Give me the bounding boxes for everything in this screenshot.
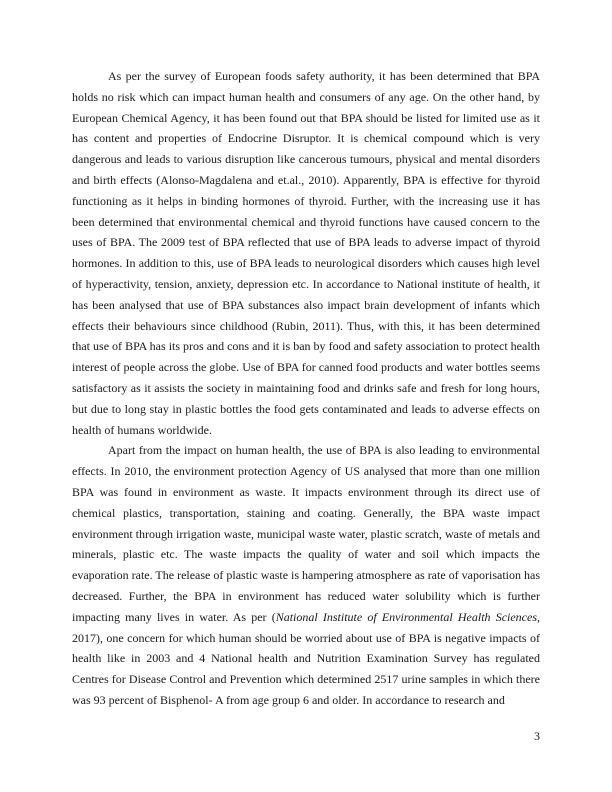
page-number: 3 — [534, 729, 540, 743]
paragraph-text-after-citation: 2017), one concern for which human should be worried about use of BPA is negative impacts of health like in 2003 and 4 National health and Nutrition Examination Survey has regulated Centres for Disease Control and Prevention which determined 2517 urine samples in which there was 93 percent of Bisphenol- A from age group 6 and older. In accordance to research and — [72, 630, 540, 707]
paragraph-bpa-environment — [72, 440, 540, 710]
paragraph-bpa-health: As per the survey of European foods safety authority, it has been determined that BPA holds no risk which can impact human health and consumers of any age. On the other hand, by European Chemical Agency, it has been found out that BPA should be listed for limited use as it has content and properties of Endocrine Disruptor. It is chemical compound which is very dangerous and leads to various disruption like cancerous tumours, physical and mental disorders and birth effects (Alonso-Magdalena and et.al., 2010). Apparently, BPA is effective for thyroid functioning as it helps in binding hormones of thyroid. Further, with the increasing use it has been determined that environmental chemical and thyroid functions have caused concern to the uses of BPA. The 2009 test of BPA reflected that use of BPA leads to adverse impact of thyroid hormones. In addition to this, use of BPA leads to neurological disorders which causes high level of hyperactivity, tension, anxiety, depression etc. In accordance to National institute of health, it has been analysed that use of BPA substances also impact brain development of infants which effects their behaviours since childhood (Rubin, 2011). Thus, with this, it has been determined that use of BPA has its pros and cons and it is ban by food and safety association to protect health interest of people across the globe. Use of BPA for canned food products and water bottles seems satisfactory as it assists the society in maintaining food and drinks safe and fresh for long hours, but due to long stay in plastic bottles the food gets contaminated and leads to adverse effects on health of humans worldwide. — [72, 69, 540, 437]
citation-title: National Institute of Environmental Health Sciences, — [275, 609, 541, 624]
paragraph-text-before-citation: Apart from the impact on human health, the use of BPA is also leading to environmental effects. In 2010, the environment protection Agency of US analysed that more than one million BPA was found in environment as waste. It impacts environment through its direct use of chemical plastics, transportation, staining and coating. Generally, the BPA waste impact environment through irrigation waste, municipal waste water, plastic scratch, waste of metals and minerals, plastic etc. The waste impacts the quality of water and soil which impacts the evaporation rate. The release of plastic waste is hampering atmosphere as rate of vaporisation has decreased. Further, the BPA in environment has reduced water solubility which is further impacting many lives in water. As per ( — [72, 443, 540, 624]
body-text — [72, 66, 540, 711]
